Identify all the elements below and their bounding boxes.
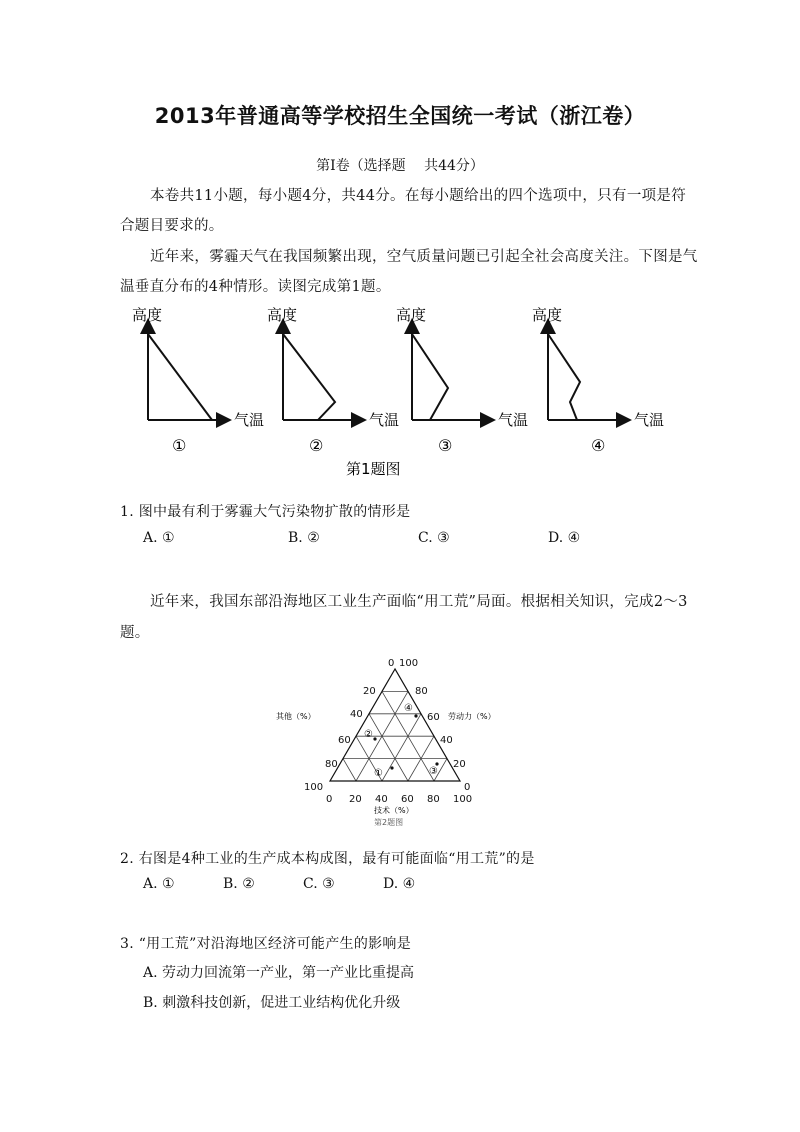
q2-option-c: C. ③ [303,876,335,892]
point-1-dot [390,766,393,769]
ternary-grid-line [343,759,356,781]
right-tick-60: 60 [427,712,440,723]
q2-option-d: D. ④ [383,876,416,892]
figure-2-ternary [270,655,510,835]
q2-option-b: B. ② [223,876,255,892]
passage1-line-1: 近年来，雾霾天气在我国频繁出现，空气质量问题已引起全社会高度关注。下图是气 [150,249,698,265]
passage1-line-2: 温垂直分布的4种情形。读图完成第1题。 [120,279,391,295]
bottom-tick-80: 80 [427,794,440,805]
y-axis-label: 高度 [532,306,563,324]
panel-label-1: ① [172,436,187,455]
intro-line-1: 本卷共11小题，每小题4分，共44分。在每小题给出的四个选项中，只有一项是符 [150,188,687,204]
q1-option-d: D. ④ [548,530,581,546]
figure-1-panel-2 [267,306,399,455]
ternary-grid-line [382,714,421,781]
q1-option-c: C. ③ [418,530,450,546]
profile-line-2 [283,334,335,420]
panel-label-3: ③ [438,436,453,455]
bottom-tick-60: 60 [401,794,414,805]
y-axis-label: 高度 [267,306,298,324]
x-axis-label: 气温 [634,411,665,429]
figure-1-panel-4 [532,306,664,455]
bottom-tick-40: 40 [375,794,388,805]
bottom-tick-100: 100 [453,794,473,805]
right-axis-label: 劳动力（%） [448,712,496,721]
question-3-stem: 3. “用工荒”对沿海地区经济可能产生的影响是 [120,936,412,952]
point-4-dot [414,714,417,717]
left-tick-80: 80 [325,759,338,770]
top-tick-100: 100 [399,658,419,669]
question-2-stem: 2. 右图是4种工业的生产成本构成图，最有可能面临“用工荒”的是 [120,851,535,867]
right-tick-20: 20 [453,759,466,770]
figure-1 [120,298,680,478]
question-1-stem: 1. 图中最有利于雾霾大气污染物扩散的情形是 [120,504,411,520]
bottom-tick-20: 20 [349,794,362,805]
right-tick-40: 40 [440,735,453,746]
x-axis-label: 气温 [498,411,529,429]
left-tick-100: 100 [304,782,324,793]
figure-1-caption: 第1题图 [346,460,401,478]
top-tick-0: 0 [388,658,395,669]
profile-line-3 [412,334,448,420]
bottom-axis-label: 技术（%） [374,806,414,815]
figure-2-caption: 第2题图 [374,818,404,827]
passage2-line-2: 题。 [120,625,150,641]
intro-line-2: 合题目要求的。 [120,218,224,234]
figure-1-panel-1 [132,306,264,455]
q1-option-a: A. ① [143,530,175,546]
y-axis-label: 高度 [132,306,163,324]
bottom-tick-0: 0 [326,794,333,805]
point-label-4: ④ [404,703,413,714]
left-tick-40: 40 [350,709,363,720]
left-axis-label: 其他（%） [276,712,316,721]
profile-line-1 [148,334,212,420]
right-tick-0: 0 [464,782,471,793]
panel-label-4: ④ [591,436,606,455]
point-2-dot [373,737,376,740]
left-tick-20: 20 [363,686,376,697]
point-label-1: ① [374,768,383,779]
q1-option-b: B. ② [288,530,320,546]
q3-option-b: B. 刺激科技创新，促进工业结构优化升级 [143,995,401,1011]
section-heading: 第Ⅰ卷（选择题 共44分） [316,158,484,174]
x-axis-label: 气温 [369,411,400,429]
right-tick-80: 80 [415,686,428,697]
x-axis-label: 气温 [234,411,265,429]
point-label-3: ③ [429,766,438,777]
figure-1-panel-3 [396,306,528,455]
q2-option-a: A. ① [143,876,175,892]
left-tick-60: 60 [338,735,351,746]
profile-line-4 [548,334,580,420]
q3-option-a: A. 劳动力回流第一产业，第一产业比重提高 [143,965,415,981]
y-axis-label: 高度 [396,306,427,324]
point-label-2: ② [364,729,373,740]
passage2-line-1: 近年来，我国东部沿海地区工业生产面临“用工荒”局面。根据相关知识，完成2～3 [150,594,688,610]
page-title: 2013年普通高等学校招生全国统一考试（浙江卷） [154,104,646,128]
panel-label-2: ② [309,436,324,455]
point-3-dot [435,762,438,765]
ternary-outline [330,669,460,781]
